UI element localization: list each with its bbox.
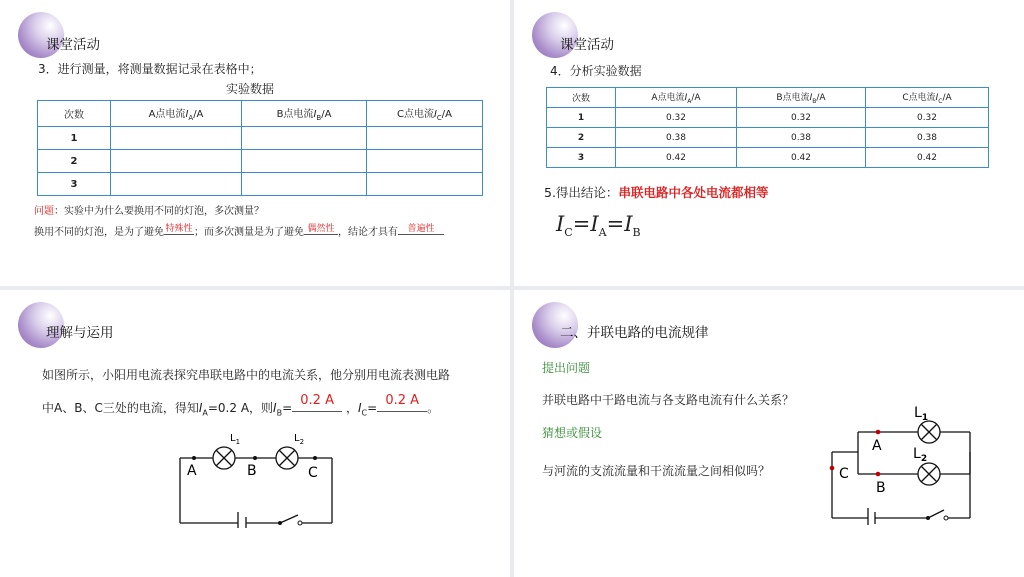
slide-activity-analyze <box>514 0 1024 286</box>
cell-value: 0.42 <box>737 148 866 168</box>
label-l2: $L_2$ <box>913 446 928 464</box>
step-text: 3．进行测量，将测量数据记录在表格中； <box>38 62 262 76</box>
answer-blank <box>304 224 338 235</box>
slide-parallel-current <box>514 290 1024 577</box>
punctuation: 。 <box>427 401 440 415</box>
slide-title: 理解与运用 <box>46 325 114 341</box>
header-a: A点电流$I_A/A$ <box>616 88 737 108</box>
cell-value: 0.42 <box>866 148 989 168</box>
table-caption: 实验数据 <box>226 82 275 96</box>
question-text: ：实验中为什么要换用不同的灯泡，多次测量？ <box>54 206 264 217</box>
label-l2: $L_2$ <box>294 433 305 446</box>
slide-activity-measure <box>0 0 510 286</box>
cell-value: 0.32 <box>737 108 866 128</box>
answer-blank <box>292 393 342 412</box>
series-circuit-diagram <box>170 428 350 528</box>
row-index: 2 <box>547 128 616 148</box>
slide-title: 二、并联电路的电流规律 <box>560 325 709 341</box>
row-index: 1 <box>547 108 616 128</box>
slide-title: 课堂活动 <box>560 37 614 53</box>
label-c: C <box>308 465 318 481</box>
header-count: 次数 <box>38 101 111 127</box>
cell-value: 0.38 <box>616 128 737 148</box>
answer-text: 换用不同的灯泡，是为了避免 <box>34 227 164 238</box>
label-b: B <box>876 480 886 496</box>
answer-blank <box>398 224 444 235</box>
blank-fill: 特殊性 <box>165 224 193 234</box>
row-index: 1 <box>38 127 111 150</box>
label-b: B <box>247 463 257 479</box>
heading-question: 提出问题 <box>542 361 591 375</box>
label-a: A <box>872 438 882 454</box>
header-b: B点电流$I_B/A$ <box>242 101 367 127</box>
label-c: C <box>839 466 849 482</box>
data-table-empty <box>37 100 483 196</box>
formula: $I_C=I_A=I_B$ <box>556 212 641 240</box>
step-text: 4．分析实验数据 <box>550 64 642 78</box>
parallel-circuit-diagram <box>824 400 994 525</box>
cell-value: 0.38 <box>866 128 989 148</box>
row-index: 2 <box>38 150 111 173</box>
blank-fill: 偶然性 <box>307 224 335 234</box>
answer-line <box>34 223 444 238</box>
label-l1: $L_1$ <box>230 433 241 446</box>
problem-line-1: 如图所示，小阳用电流表探究串联电路中的电流关系，他分别用电流表测电路 <box>42 368 451 382</box>
answer-b: 0.2 A <box>300 393 334 408</box>
label-a: A <box>187 463 197 479</box>
slide-understand-apply <box>0 290 510 577</box>
header-c: C点电流$I_C/A$ <box>866 88 989 108</box>
answer-blank <box>164 224 194 235</box>
answer-blank <box>377 393 427 412</box>
slide-title: 课堂活动 <box>46 37 100 53</box>
answer-text: ，结论才具有 <box>338 227 398 238</box>
cell-value: 0.38 <box>737 128 866 148</box>
question-line <box>34 202 264 217</box>
conclusion-label: 5.得出结论： <box>544 185 619 200</box>
cell-value: 0.32 <box>866 108 989 128</box>
question-label: 问题 <box>34 206 54 217</box>
conclusion-text: 串联电路中各处电流都相等 <box>618 185 769 200</box>
problem-line-2: 中A、B、C三处的电流，得知$I_A=0.2$ A，则$I_B=$ 0.2 A ，$I_C=$ 0.2 A 。 <box>42 393 440 418</box>
header-c: C点电流$I_C/A$ <box>367 101 483 127</box>
header-count: 次数 <box>547 88 616 108</box>
header-b: B点电流$I_B/A$ <box>737 88 866 108</box>
data-table-filled <box>546 87 989 168</box>
hypothesis-text: 与河流的支流流量和干流流量之间相似吗？ <box>542 464 771 478</box>
cell-value: 0.42 <box>616 148 737 168</box>
heading-hypothesis: 猜想或假设 <box>542 426 603 440</box>
conclusion-line <box>544 183 768 201</box>
blank-fill: 普遍性 <box>407 224 435 234</box>
answer-text: ；而多次测量是为了避免 <box>194 227 304 238</box>
row-index: 3 <box>38 173 111 196</box>
cell-value: 0.32 <box>616 108 737 128</box>
row-index: 3 <box>547 148 616 168</box>
answer-c: 0.2 A <box>385 393 420 408</box>
question-text: 并联电路中干路电流与各支路电流有什么关系？ <box>542 393 795 407</box>
label-l1: $L_1$ <box>914 405 929 423</box>
header-a: A点电流$I_A/A$ <box>111 101 242 127</box>
